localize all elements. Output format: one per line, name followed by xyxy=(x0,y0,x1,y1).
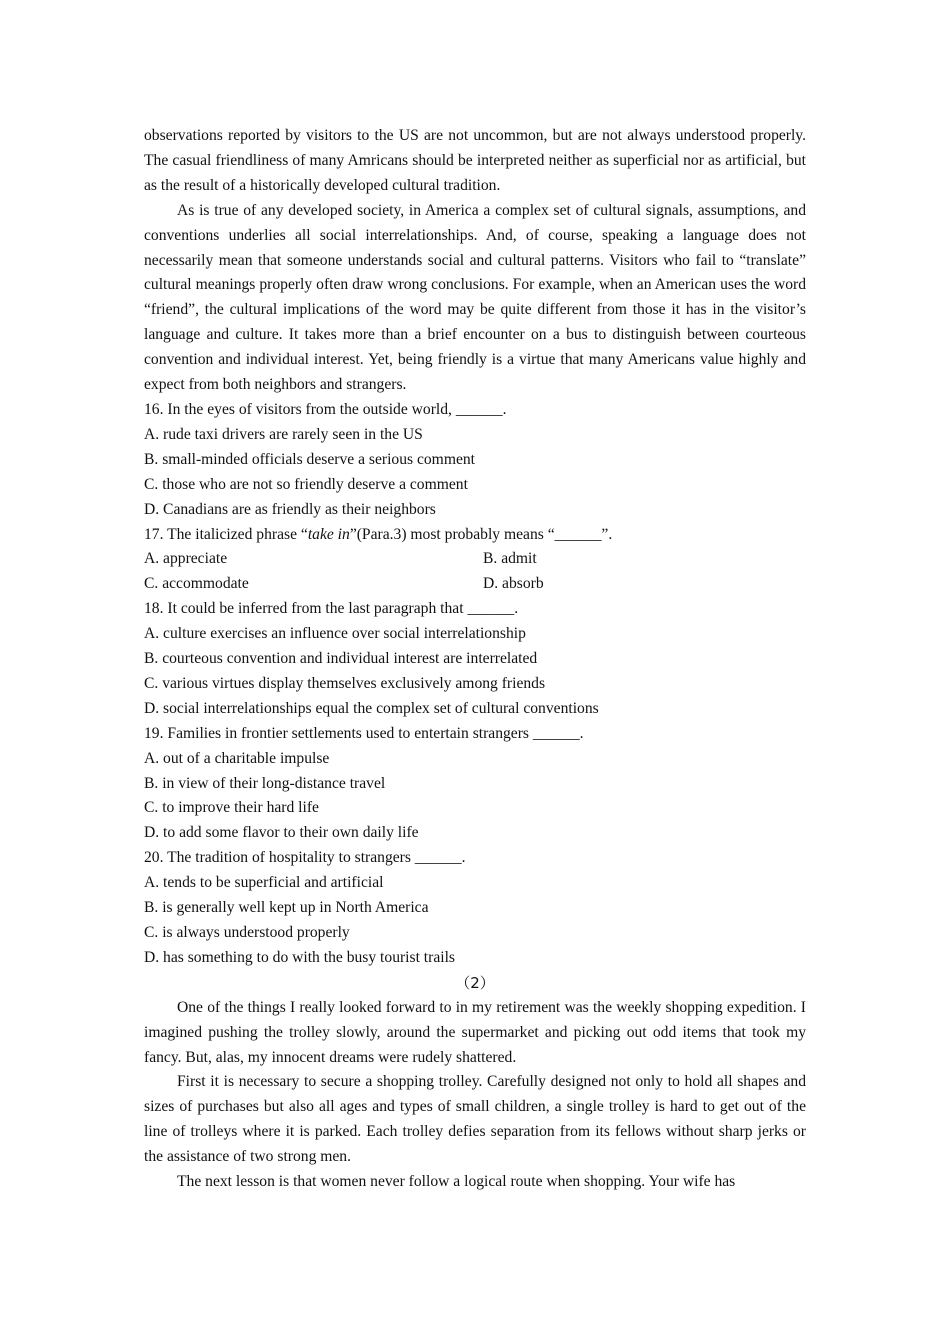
question-18-option-a: A. culture exercises an influence over social interrelationship xyxy=(144,625,526,643)
passage1-intro-paragraph: observations reported by visitors to the US are not uncommon, but are not always understood properly. The casual friendliness of many Amricans should be interpreted neither as superficial nor as artificial, but as the result of a historically developed cultural tradition. xyxy=(144,127,806,194)
question-17-italic-phrase: take in xyxy=(307,525,350,543)
question-20-option-b: B. is generally well kept up in North America xyxy=(144,899,429,917)
question-16-stem: 16. In the eyes of visitors from the outside world, ______. xyxy=(144,400,507,418)
question-17-option-b: B. admit xyxy=(483,550,537,568)
question-16-option-a: A. rude taxi drivers are rarely seen in the US xyxy=(144,425,423,443)
question-19-option-c: C. to improve their hard life xyxy=(144,799,319,817)
question-18-stem: 18. It could be inferred from the last paragraph that ______. xyxy=(144,600,519,618)
question-19-option-b: B. in view of their long-distance travel xyxy=(144,774,386,792)
question-19-stem: 19. Families in frontier settlements used to entertain strangers ______. xyxy=(144,724,584,742)
document-page xyxy=(144,124,806,1195)
passage2-paragraph-2: First it is necessary to secure a shopping trolley. Carefully designed not only to hold all shapes and sizes of purchases but also all ages and types of small children, a single trolley is hard to get out of the line of trolleys where it is parked. Each trolley defies separation from its fellows without sharp jerks or the assistance of two strong men. xyxy=(144,1073,806,1166)
question-20-option-d: D. has something to do with the busy tourist trails xyxy=(144,948,455,966)
question-18-option-d: D. social interrelationships equal the complex set of cultural conventions xyxy=(144,699,599,717)
question-17-options-row-2 xyxy=(144,572,806,597)
question-20-option-c: C. is always understood properly xyxy=(144,924,350,941)
question-18-option-b: B. courteous convention and individual interest are interrelated xyxy=(144,650,538,668)
question-16-option-b: B. small-minded officials deserve a serious comment xyxy=(144,450,475,468)
question-17-option-a: A. appreciate xyxy=(144,550,228,568)
question-20-stem: 20. The tradition of hospitality to strangers ______. xyxy=(144,849,466,867)
question-17-option-d: D. absorb xyxy=(483,575,544,593)
question-17-stem-post: ”(Para.3) most probably means “______”. xyxy=(349,525,613,543)
question-16-option-c: C. those who are not so friendly deserve a comment xyxy=(144,475,468,493)
question-19-option-d: D. to add some flavor to their own daily life xyxy=(144,824,419,842)
question-20-option-a: A. tends to be superficial and artificial xyxy=(144,874,384,892)
passage1-culture-paragraph: As is true of any developed society, in America a complex set of cultural signals, assumptions, and conventions underlies all social interrelationships. And, of course, speaking a language does not necessarily mean that someone understands social and cultural patterns. Visitors who fail to “translate” cultural meanings properly often draw wrong conclusions. For example, when an American uses the word “friend”, the cultural implications of the word may be quite different from those it has in the visitor’s language and culture. It takes more than a brief encounter on a bus to distinguish between courteous convention and individual interest. Yet, being friendly is a virtue that many Americans value highly and expect from both neighbors and strangers. xyxy=(144,201,806,394)
passage2-paragraph-1: One of the things I really looked forward to in my retirement was the weekly shopping expedition. I imagined pushing the trolley slowly, around the supermarket and picking out odd items that took my fancy. But, alas, my innocent dreams were rudely shattered. xyxy=(144,998,806,1066)
passage2-paragraph-3: The next lesson is that women never follow a logical route when shopping. Your wife has xyxy=(177,1173,736,1191)
question-17-stem xyxy=(144,523,806,548)
question-17-option-c: C. accommodate xyxy=(144,575,249,593)
question-18-option-c: C. various virtues display themselves exclusively among friends xyxy=(144,674,546,692)
question-17-stem-pre: 17. The italicized phrase “ xyxy=(144,525,308,543)
question-19-option-a: A. out of a charitable impulse xyxy=(144,749,330,767)
passage2-heading: （2） xyxy=(455,973,495,992)
question-16-option-d: D. Canadians are as friendly as their neighbors xyxy=(144,500,436,518)
question-17-options-row-1 xyxy=(144,547,806,572)
